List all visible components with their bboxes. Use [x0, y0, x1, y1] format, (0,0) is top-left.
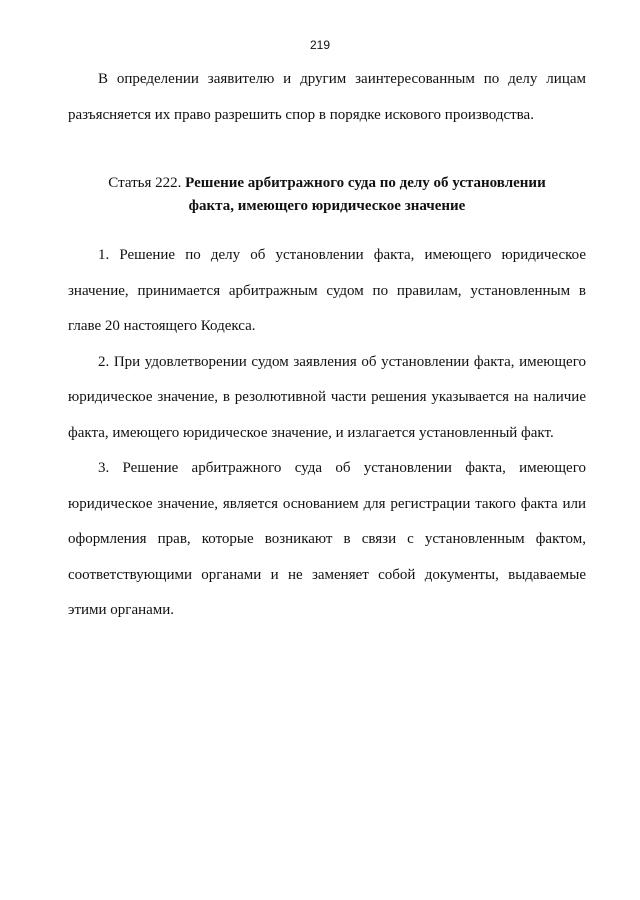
- article-label: Статья 222.: [108, 175, 182, 191]
- article-title-line-2: факта, имеющего юридическое значение: [188, 198, 466, 214]
- article-paragraph-2: 2. При удовлетворении судом заявления об установлении факта, имеющего юридическое значение, в резолютивной части решения указывается на наличие факта, имеющего юридическое значение, и излагается установленный факт.: [68, 353, 586, 441]
- article-body: [68, 238, 586, 629]
- intro-section: [68, 62, 586, 133]
- article-paragraph-1: 1. Решение по делу об установлении факта, имеющего юридическое значение, принимается арбитражным судом по правилам, установленным в главе 20 настоящего Кодекса.: [68, 247, 586, 334]
- intro-paragraph: В определении заявителю и другим заинтересованным по делу лицам разъясняется их право разрешить спор в порядке искового производства.: [68, 71, 586, 123]
- article-heading-line-1: [68, 172, 586, 195]
- article-title-line-1: Решение арбитражного суда по делу об установлении: [185, 175, 546, 191]
- article-paragraph-3: 3. Решение арбитражного суда об установлении факта, имеющего юридическое значение, является основанием для регистрации такого факта или оформления прав, которые возникают в связи с установленным фактом, соответствующими органами и не заменяет собой документы, выдаваемые этими органами.: [68, 460, 586, 618]
- page-number: 219: [309, 38, 331, 52]
- article-heading: [68, 172, 586, 218]
